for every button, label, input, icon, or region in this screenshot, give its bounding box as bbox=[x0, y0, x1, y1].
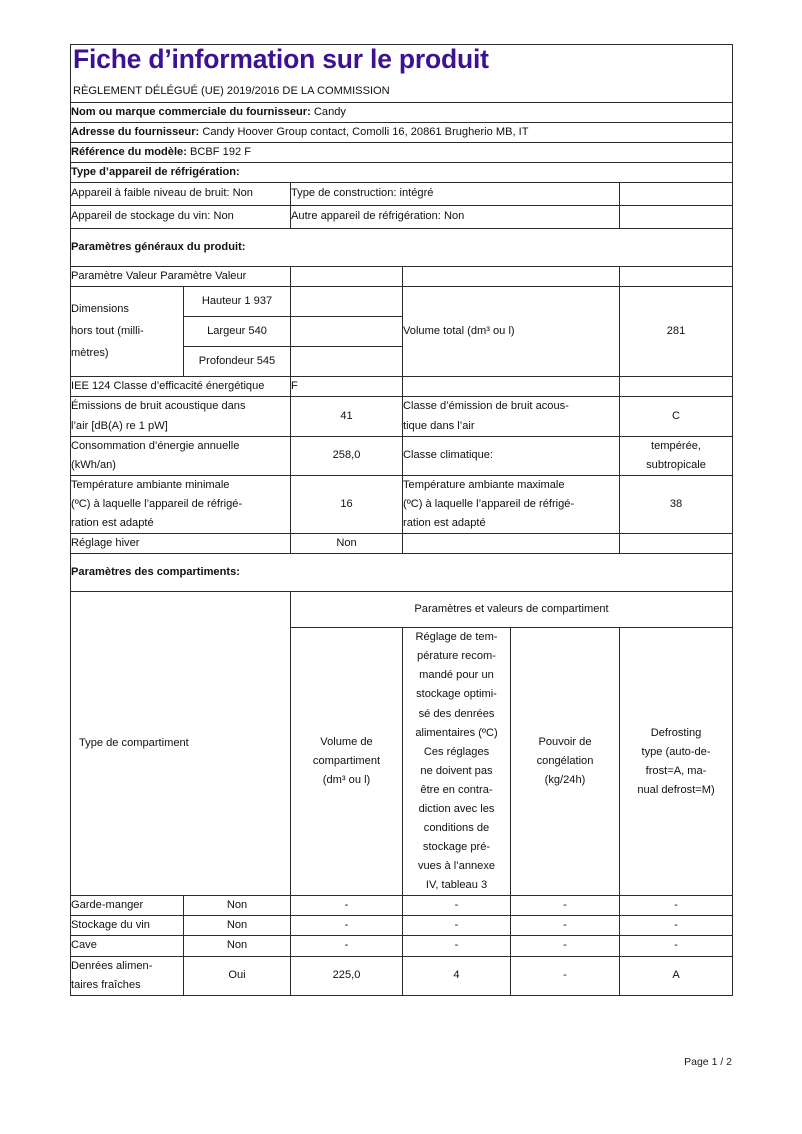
temp-header-line-10: diction avec les bbox=[418, 802, 495, 815]
wine-storage-row bbox=[71, 205, 733, 228]
noise-emissions-line-1: Émissions de bruit acoustique dans bbox=[71, 400, 246, 413]
low-noise-cell bbox=[71, 182, 291, 205]
page-title: Fiche d’information sur le produit bbox=[73, 44, 489, 74]
tmax-value: 38 bbox=[620, 475, 733, 533]
low-noise-row bbox=[71, 182, 733, 205]
general-column-header: Paramètre Valeur Paramètre Valeur bbox=[71, 267, 291, 287]
dimensions-label-cell bbox=[71, 287, 184, 377]
compartment-freezing-capacity: - bbox=[511, 936, 620, 956]
energy-consumption-row bbox=[71, 436, 733, 475]
temp-header-line-2: pérature recom- bbox=[417, 650, 496, 663]
compartment-freezing-capacity: - bbox=[511, 916, 620, 936]
model-label: Référence du modèle: bbox=[71, 145, 187, 158]
tmin-label-cell bbox=[71, 475, 291, 533]
wine-storage-label: Appareil de stockage du vin: bbox=[71, 210, 211, 223]
regulation-subtitle: RÈGLEMENT DÉLÉGUÉ (UE) 2019/2016 DE LA COMMISSION bbox=[73, 85, 390, 98]
supplier-address-value: Candy Hoover Group contact, Comolli 16, 20861 Brugherio MB, IT bbox=[202, 125, 529, 138]
freeze-header-line-3: (kg/24h) bbox=[544, 774, 586, 787]
noise-class-value: C bbox=[620, 397, 733, 436]
compartments-heading-row bbox=[71, 554, 733, 592]
temp-header-line-11: conditions de bbox=[423, 822, 490, 835]
iee-blank-1 bbox=[403, 377, 620, 397]
general-params-heading: Paramètres généraux du produit: bbox=[71, 228, 733, 266]
energy-line-1: Consommation d’énergie annuelle bbox=[71, 439, 240, 452]
compartment-volume: - bbox=[291, 936, 403, 956]
general-header-blank-2 bbox=[403, 267, 620, 287]
title-cell bbox=[71, 45, 733, 103]
supplier-address-row bbox=[71, 122, 733, 142]
model-cell bbox=[71, 142, 733, 162]
defrost-header-line-1: Defrosting bbox=[650, 726, 702, 739]
tmin-line-2: (ºC) à laquelle l’appareil de réfrigé- bbox=[71, 497, 243, 510]
page-footer bbox=[70, 1056, 732, 1068]
climate-value-line-1: tempérée, bbox=[651, 439, 701, 452]
temp-header-line-8: ne doivent pas bbox=[420, 764, 493, 777]
height-row bbox=[184, 287, 290, 317]
total-volume-value: 281 bbox=[620, 287, 733, 377]
compartment-name-line-1: Denrées alimen- bbox=[71, 959, 153, 972]
freeze-header-line-2: congélation bbox=[536, 755, 594, 768]
general-params-heading-row bbox=[71, 228, 733, 266]
compartment-name-cell bbox=[71, 956, 184, 995]
table-row bbox=[71, 916, 733, 936]
compartment-name-cell bbox=[71, 896, 184, 916]
freeze-header-line-1: Pouvoir de bbox=[538, 736, 592, 749]
dimensions-label-line-1: Dimensions bbox=[71, 303, 129, 316]
construction-label: Type de construction: bbox=[291, 187, 397, 200]
climate-class-label: Classe climatique: bbox=[403, 436, 620, 475]
volume-header-line-2: compartiment bbox=[312, 755, 381, 768]
low-noise-value: Non bbox=[232, 187, 253, 200]
winter-label: Réglage hiver bbox=[71, 534, 291, 554]
compartment-volume: 225,0 bbox=[291, 956, 403, 995]
noise-class-line-1: Classe d’émission de bruit acous- bbox=[403, 400, 569, 413]
low-noise-label: Appareil à faible niveau de bruit: bbox=[71, 187, 230, 200]
energy-label-cell bbox=[71, 436, 291, 475]
general-column-header-row bbox=[71, 267, 733, 287]
dimensions-blank-2 bbox=[291, 317, 402, 347]
tmax-line-3: ration est adapté bbox=[403, 516, 486, 529]
temp-header-line-7: Ces réglages bbox=[423, 745, 490, 758]
dimensions-blank-cell bbox=[291, 287, 403, 377]
climate-class-value-cell bbox=[620, 436, 733, 475]
noise-class-label-cell bbox=[403, 397, 620, 436]
tmax-label-cell bbox=[403, 475, 620, 533]
temp-header-line-13: vues à l’annexe bbox=[417, 860, 496, 873]
defrost-header-line-2: type (auto-de- bbox=[641, 745, 711, 758]
table-row bbox=[71, 956, 733, 995]
dimensions-row bbox=[71, 287, 733, 377]
compartment-present: Non bbox=[184, 916, 291, 936]
other-appliance-cell bbox=[291, 205, 620, 228]
supplier-name-value: Candy bbox=[313, 105, 346, 118]
noise-emissions-line-2: l’air [dB(A) re 1 pW] bbox=[71, 419, 168, 432]
ambient-temperature-row bbox=[71, 475, 733, 533]
compartment-name-line-2: taires fraîches bbox=[71, 978, 141, 991]
dimensions-label-line-3: mètres) bbox=[71, 346, 109, 359]
temp-header-line-12: stockage pré- bbox=[422, 841, 491, 854]
dimensions-blank-3 bbox=[291, 347, 402, 377]
winter-blank-2 bbox=[620, 534, 733, 554]
model-value: BCBF 192 F bbox=[190, 145, 252, 158]
noise-emissions-value: 41 bbox=[291, 397, 403, 436]
dimensions-blank-row-1 bbox=[291, 287, 402, 317]
compartment-temperature: 4 bbox=[403, 956, 511, 995]
temperature-header-cell bbox=[403, 628, 511, 896]
tmin-line-1: Température ambiante minimale bbox=[71, 478, 230, 491]
product-fiche-table bbox=[70, 44, 733, 996]
temp-header-line-6: alimentaires (ºC) bbox=[415, 726, 498, 739]
compartments-group-header-row bbox=[71, 592, 733, 628]
defrosting-type-header-cell bbox=[620, 628, 733, 896]
energy-value: 258,0 bbox=[291, 436, 403, 475]
compartment-name-line-1: Cave bbox=[71, 939, 97, 952]
general-header-blank-1 bbox=[291, 267, 403, 287]
compartment-present: Oui bbox=[184, 956, 291, 995]
compartment-defrosting-type: - bbox=[620, 936, 733, 956]
compartment-type-header: Type de compartiment bbox=[71, 592, 291, 896]
width-label: Largeur 540 bbox=[184, 317, 290, 347]
compartment-temperature: - bbox=[403, 916, 511, 936]
winter-setting-row bbox=[71, 534, 733, 554]
depth-row bbox=[184, 347, 290, 377]
dimensions-blank-row-2 bbox=[291, 317, 402, 347]
title-row bbox=[71, 45, 733, 103]
noise-emissions-row bbox=[71, 397, 733, 436]
supplier-name-row bbox=[71, 102, 733, 122]
winter-blank-1 bbox=[403, 534, 620, 554]
compartment-defrosting-type: - bbox=[620, 896, 733, 916]
compartment-temperature: - bbox=[403, 936, 511, 956]
compartment-name-cell bbox=[71, 916, 184, 936]
table-row bbox=[71, 896, 733, 916]
compartment-freezing-capacity: - bbox=[511, 896, 620, 916]
noise-emissions-label-cell bbox=[71, 397, 291, 436]
dimensions-blank-subtable bbox=[291, 287, 402, 376]
energy-line-2: (kWh/an) bbox=[71, 458, 116, 471]
climate-value-line-2: subtropicale bbox=[646, 458, 706, 471]
noise-class-line-2: tique dans l’air bbox=[403, 419, 475, 432]
compartment-volume: - bbox=[291, 896, 403, 916]
general-header-blank-3 bbox=[620, 267, 733, 287]
supplier-address-cell bbox=[71, 122, 733, 142]
compartment-defrosting-type: A bbox=[620, 956, 733, 995]
tmax-line-2: (ºC) à laquelle l’appareil de réfrigé- bbox=[403, 497, 575, 510]
temp-header-line-4: stockage optimi- bbox=[416, 688, 497, 701]
tmin-line-3: ration est adapté bbox=[71, 516, 154, 529]
supplier-name-label: Nom ou marque commerciale du fournisseur: bbox=[71, 105, 311, 118]
depth-label: Profondeur 545 bbox=[198, 355, 276, 368]
supplier-name-cell bbox=[71, 102, 733, 122]
other-appliance-value: Non bbox=[443, 210, 465, 223]
low-noise-spacer-cell bbox=[620, 182, 733, 205]
volume-header-line-3: (dm³ ou l) bbox=[322, 774, 371, 787]
iee-label: IEE 124 Classe d’efficacité énergétique bbox=[71, 377, 291, 397]
construction-value: intégré bbox=[399, 187, 434, 200]
compartment-group-header: Paramètres et valeurs de compartiment bbox=[291, 592, 733, 628]
compartment-present: Non bbox=[184, 896, 291, 916]
compartment-freezing-capacity: - bbox=[511, 956, 620, 995]
dimensions-label-line-2: hors tout (milli- bbox=[71, 324, 144, 337]
total-volume-label: Volume total (dm³ ou l) bbox=[403, 287, 620, 377]
other-appliance-label: Autre appareil de réfrigération: bbox=[291, 210, 441, 223]
freezing-capacity-header-cell bbox=[511, 628, 620, 896]
compartment-present: Non bbox=[184, 936, 291, 956]
table-row bbox=[71, 936, 733, 956]
tmax-line-1: Température ambiante maximale bbox=[403, 478, 565, 491]
volume-header-cell bbox=[291, 628, 403, 896]
wine-storage-spacer-cell bbox=[620, 205, 733, 228]
compartment-name-line-1: Stockage du vin bbox=[71, 919, 150, 932]
wine-storage-cell bbox=[71, 205, 291, 228]
construction-cell bbox=[291, 182, 620, 205]
tmin-value: 16 bbox=[291, 475, 403, 533]
width-row bbox=[184, 317, 290, 347]
temp-header-line-3: mandé pour un bbox=[419, 669, 494, 682]
compartment-name-cell bbox=[71, 936, 184, 956]
compartment-name-line-1: Garde-manger bbox=[71, 899, 144, 912]
dimensions-values-cell bbox=[184, 287, 291, 377]
dimensions-subtable bbox=[184, 287, 290, 376]
temp-header-line-14: IV, tableau 3 bbox=[425, 879, 488, 892]
appliance-type-heading: Type d’appareil de réfrigération: bbox=[71, 162, 733, 182]
dimensions-blank-row-3 bbox=[291, 347, 402, 377]
temp-header-line-5: sé des denrées bbox=[418, 707, 495, 720]
iee-row bbox=[71, 377, 733, 397]
iee-value: F bbox=[291, 377, 403, 397]
appliance-type-heading-row bbox=[71, 162, 733, 182]
defrost-header-line-4: nual defrost=M) bbox=[637, 783, 715, 796]
compartment-temperature: - bbox=[403, 896, 511, 916]
dimensions-blank-1 bbox=[291, 287, 402, 317]
supplier-address-label: Adresse du fournisseur: bbox=[71, 125, 200, 138]
page-number-label: Page 1 / 2 bbox=[684, 1056, 732, 1068]
model-row bbox=[71, 142, 733, 162]
defrost-header-line-3: frost=A, ma- bbox=[645, 764, 707, 777]
temp-header-line-1: Réglage de tem- bbox=[415, 631, 498, 644]
compartments-heading: Paramètres des compartiments: bbox=[71, 554, 733, 592]
wine-storage-value: Non bbox=[213, 210, 234, 223]
compartment-defrosting-type: - bbox=[620, 916, 733, 936]
winter-value: Non bbox=[291, 534, 403, 554]
compartment-volume: - bbox=[291, 916, 403, 936]
height-label: Hauteur 1 937 bbox=[184, 287, 290, 317]
temp-header-line-9: être en contra- bbox=[420, 783, 493, 796]
volume-header-line-1: Volume de bbox=[320, 736, 373, 749]
iee-blank-2 bbox=[620, 377, 733, 397]
